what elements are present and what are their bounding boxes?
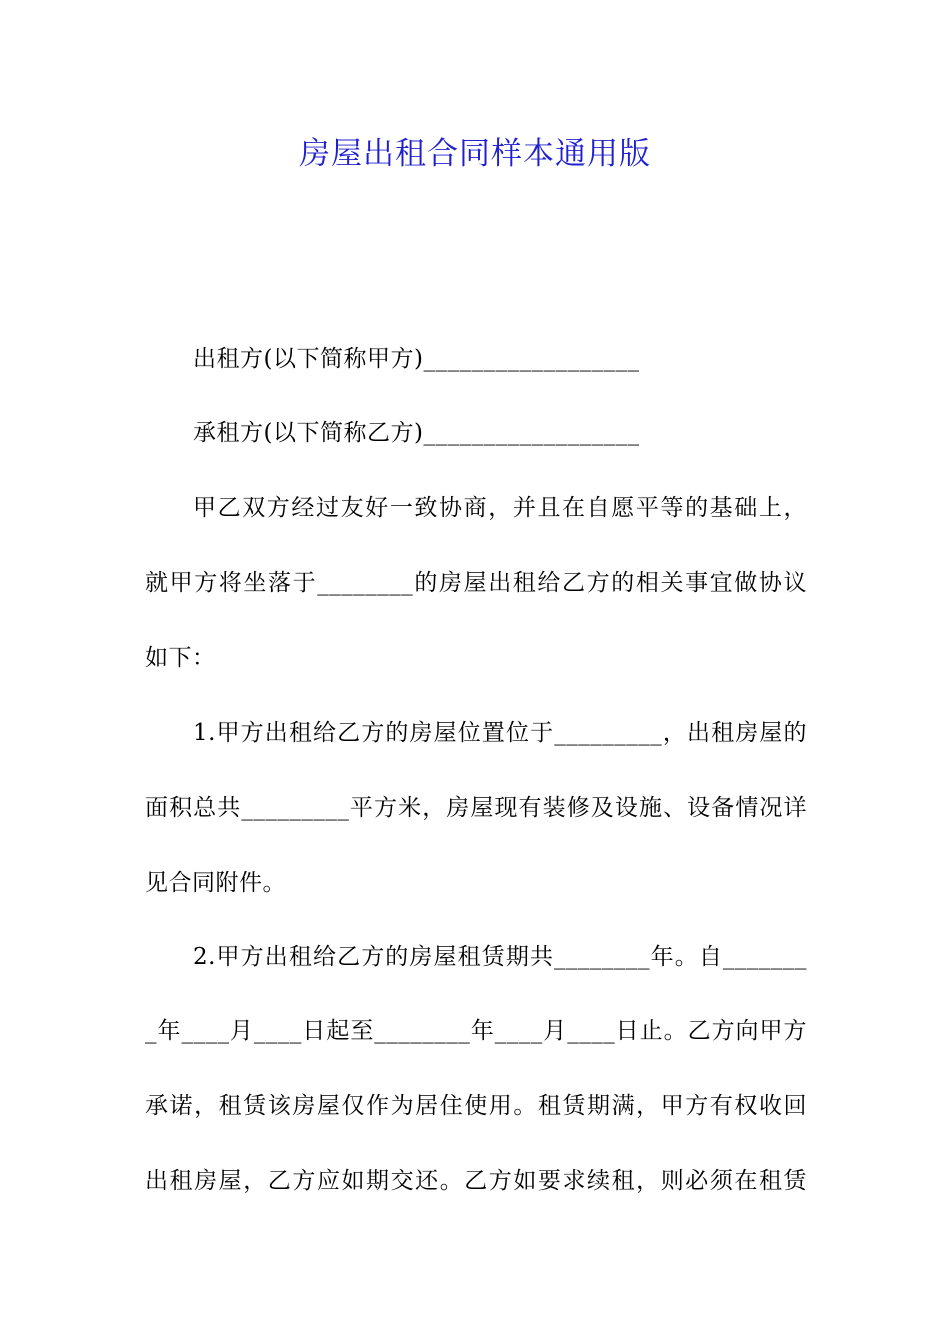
- intro-paragraph-line-1: 甲乙双方经过友好一致协商，并且在自愿平等的基础上，: [193, 495, 807, 521]
- clause-1-line-1: 1.甲方出租给乙方的房屋位置位于_________，出租房屋的: [193, 720, 807, 746]
- document-title: 房屋出租合同样本通用版: [299, 136, 651, 172]
- clause-2-line-4: 出租房屋，乙方应如期交还。乙方如要求续租，则必须在租赁: [145, 1168, 807, 1194]
- clause-2-line-2: _年____月____日起至________年____月____日止。乙方向甲方: [145, 1018, 807, 1044]
- intro-paragraph-line-3: 如下：: [145, 645, 216, 671]
- clause-2-line-1: 2.甲方出租给乙方的房屋租赁期共________年。自_______: [193, 944, 807, 970]
- clause-1-line-2: 面积总共_________平方米，房屋现有装修及设施、设备情况详: [145, 795, 807, 821]
- intro-paragraph-line-2: 就甲方将坐落于________的房屋出租给乙方的相关事宜做协议: [145, 570, 807, 596]
- clause-2-line-3: 承诺，租赁该房屋仅作为居住使用。租赁期满，甲方有权收回: [145, 1093, 807, 1119]
- lessor-line: 出租方(以下简称甲方)__________________: [193, 346, 640, 372]
- clause-1-line-3: 见合同附件。: [145, 870, 286, 896]
- lessee-line: 承租方(以下简称乙方)__________________: [193, 420, 640, 446]
